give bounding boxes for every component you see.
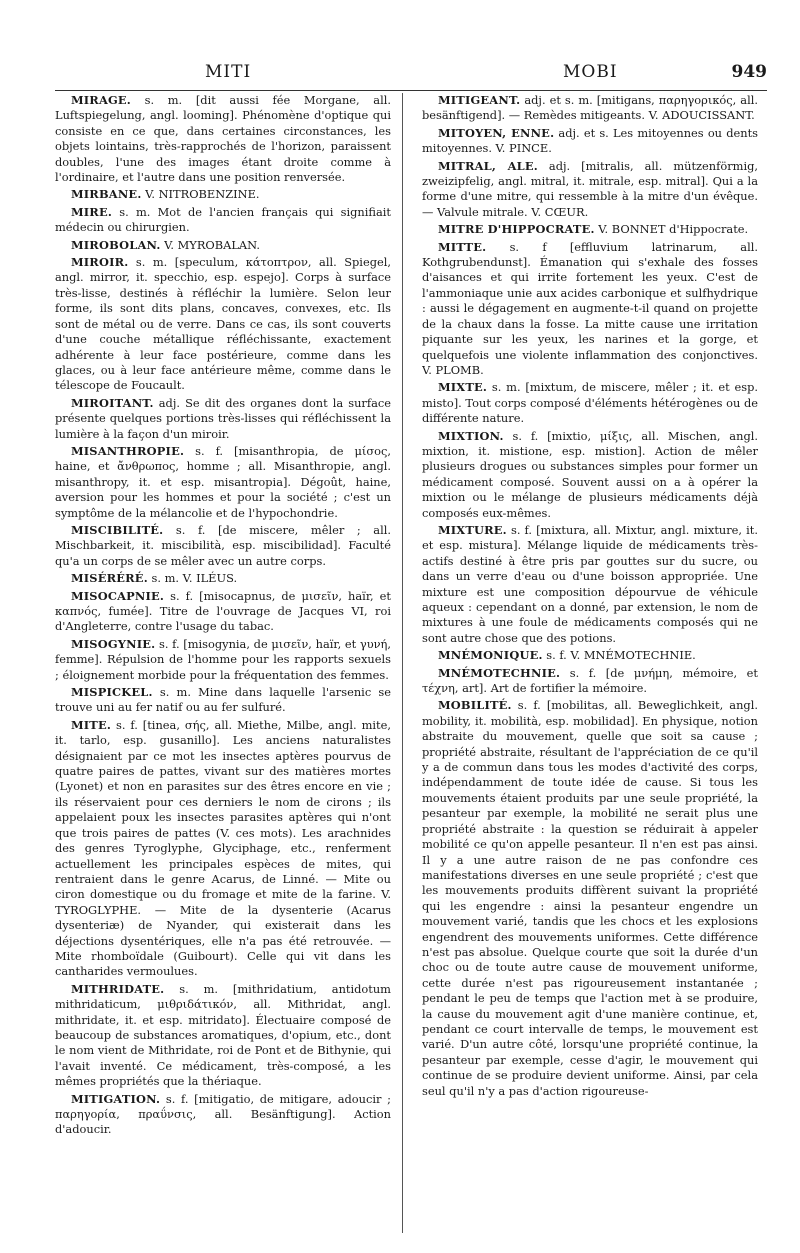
dictionary-entry xyxy=(422,698,758,1099)
entry-headword: MISOCAPNIE. xyxy=(70,588,165,603)
entry-definition: adj. Se dit des organes dont la surface présente quelques portions très-lisses qui réfléchissent la lumière à la façon d'un miroir. xyxy=(55,395,391,441)
column-divider xyxy=(402,93,403,1233)
dictionary-entry xyxy=(55,444,391,521)
entry-headword: MIRE. xyxy=(70,204,113,219)
dictionary-entry xyxy=(55,205,391,236)
entry-headword: MIXTURE. xyxy=(437,522,507,537)
dictionary-entry xyxy=(55,1092,391,1138)
entry-headword: MISOGYNIE. xyxy=(70,636,156,651)
entry-definition: s. m. V. ILÉUS. xyxy=(147,571,238,586)
entry-definition: s. f. [de μνήμη, mémoire, et τέχνη, art]. Art de fortifier la mémoire. xyxy=(422,665,758,696)
entry-headword: MITE. xyxy=(70,717,112,732)
running-head-right: MOBI xyxy=(563,62,618,82)
entry-definition: s. m. [mixtum, de miscere, mêler ; it. et esp. misto]. Tout corps composé d'éléments hétérogènes ou de différente nature. xyxy=(422,380,758,426)
dictionary-entry xyxy=(422,648,758,663)
entry-definition: V. MYROBALAN. xyxy=(160,237,260,252)
dictionary-entry xyxy=(55,718,391,980)
entry-definition: s. m. Mine dans laquelle l'arsenic se trouve uni au fer natif ou au fer sulfuré. xyxy=(55,685,391,715)
dictionary-entry xyxy=(55,396,391,442)
entry-headword: MISPICKEL. xyxy=(70,685,153,700)
entry-definition: s. f. [mixtura, all. Mixtur, angl. mixture, it. et esp. mistura]. Mélange liquide de médicaments très-actifs destiné à être pris par gouttes sur du sucre, ou dans un verre d'eau ou d'une boisson appropriée. Une mixture est une composition dépourvue de véhicule aqueux : cependant on a donné, par extension, le nom de mixtures à une foule de médicaments composés qui ne sont autre chose que des potions. xyxy=(422,522,758,645)
entry-definition: s. f. [mixtio, μίξις, all. Mischen, angl. mixtion, it. mistione, esp. mistion]. Action de mêler plusieurs drogues ou substances simples pour former un médicament composé. Souvent aussi on a à opérer la mixtion ou le mélange de plusieurs médicaments déjà composés eux-mêmes. xyxy=(422,428,758,520)
entry-headword: MISÉRÉRÉ. xyxy=(70,571,148,586)
page-header xyxy=(55,62,767,86)
dictionary-entry xyxy=(422,666,758,697)
entry-headword: MNÉMONIQUE. xyxy=(437,648,543,663)
right-column xyxy=(422,93,758,1238)
entry-headword: MIXTION. xyxy=(437,428,504,443)
entry-headword: MIRBANE. xyxy=(70,187,142,202)
entry-headword: MITIGEANT. xyxy=(437,93,521,107)
dictionary-entry xyxy=(55,187,391,202)
header-rule xyxy=(55,90,767,91)
entry-headword: MITOYEN, ENNE. xyxy=(437,125,555,140)
entry-definition: s. m. [mithridatium, antidotum mithridaticum, μιθριδάτικόν, all. Mithridat, angl. mithridate, it. et esp. mitridato]. Électuaire composé de beaucoup de substances aromatiques, d'opium, etc., dont le nom vient de Mithridate, roi de Pont et de Bithynie, qui l'avait inventé. Ce médicament, très-composé, a les mêmes propriétés que la thériaque. xyxy=(55,981,391,1089)
entry-definition: s. f. V. MNÉMOTECHNIE. xyxy=(542,648,696,663)
dictionary-entry xyxy=(55,982,391,1090)
dictionary-entry xyxy=(55,93,391,185)
entry-definition: s. f. [misogynia, de μισεῖν, haïr, et γυνή, femme]. Répulsion de l'homme pour les rapports sexuels ; éloignement morbide pour la fréquentation des femmes. xyxy=(55,636,391,682)
entry-headword: MITIGATION. xyxy=(70,1091,161,1106)
entry-definition: adj. [mitralis, all. mützenförmig, zweizipfelig, angl. mitral, it. mitrale, esp. mitral]. Qui a la forme d'une mitre, qui ressemble à la mitre d'un évêque. — Valvule mitrale. V. CŒUR. xyxy=(422,158,758,219)
entry-definition: adj. et s. m. [mitigans, παρηγορικός, all. besänftigend]. — Remèdes mitigeants. V. ADOUCISSANT. xyxy=(422,93,758,123)
dictionary-entry xyxy=(55,637,391,683)
dictionary-entry xyxy=(55,589,391,635)
entry-definition: s. f [effluvium latrinarum, all. Kothgrubendunst]. Émanation qui s'exhale des fosses d'aisances et qui irrite fortement les yeux. C'est de l'ammoniaque unie aux acides carbonique et sulfhydrique : aussi le dégagement en augmente-t-il quand on projette de la chaux dans la fosse. La mitte cause une irritation piquante sur les yeux, les narines et la gorge, et quelquefois une violente inflammation des conjonctives. V. PLOMB. xyxy=(422,239,758,377)
entry-headword: MIXTE. xyxy=(437,380,488,395)
entry-headword: MIROIR. xyxy=(70,255,129,270)
running-head-left: MITI xyxy=(205,62,252,82)
dictionary-entry xyxy=(422,380,758,426)
entry-definition: s. f. [misocapnus, de μισεῖν, haïr, et καπνός, fumée]. Titre de l'ouvrage de Jacques VI, roi d'Angleterre, contre l'usage du tabac. xyxy=(55,588,391,634)
dictionary-entry xyxy=(55,255,391,394)
dictionary-entry xyxy=(422,240,758,379)
entry-definition: s. m. [speculum, κάτοπτρον, all. Spiegel, angl. mirror, it. specchio, esp. espejo]. Corps à surface très-lisse, destinés à réfléchir la lumière. Selon leur forme, ils sont dits plans, concaves, convexes, etc. Ils sont de métal ou de verre. Dans ce cas, ils sont couverts d'une couche métallique réfléchissante, exactement adhérente à leur face postérieure, comme dans les glaces, ou à leur face antérieure même, comme dans le télescope de Foucault. xyxy=(55,255,391,393)
entry-definition: s. m. [dit aussi fée Morgane, all. Luftspiegelung, angl. looming]. Phénomène d'optique qui consiste en ce que, dans certaines circonstances, les objets lointains, très-rapprochés de l'horizon, paraissent doubles, l'une des images étant droite comme à l'ordinaire, et l'autre dans une position renversée. xyxy=(55,93,391,185)
entry-headword: MOBILITÉ. xyxy=(437,698,512,713)
entry-headword: MITRE D'HIPPOCRATE. xyxy=(437,222,595,237)
dictionary-entry xyxy=(422,126,758,157)
entry-headword: MIRAGE. xyxy=(70,93,131,107)
left-column xyxy=(55,93,391,1238)
entry-definition: s. f. [de miscere, mêler ; all. Mischbarkeit, it. miscibilità, esp. miscibilidad]. Faculté qu'a un corps de se mêler avec un autre corps. xyxy=(55,522,391,568)
entry-headword: MIROBOLAN. xyxy=(70,237,161,252)
dictionary-entry xyxy=(422,159,758,221)
page-number: 949 xyxy=(731,62,767,82)
entry-definition: s. f. [misanthropia, de μίσος, haine, et ἄνθρωπος, homme ; all. Misanthropie, angl. misanthropy, it. et esp. misantropia]. Dégoût, haine, aversion pour les hommes et pour la société ; c'est un symptôme de la mélancolie et de l'hypochondrie. xyxy=(55,443,391,520)
entry-headword: MITTE. xyxy=(437,239,487,254)
entry-headword: MNÉMOTECHNIE. xyxy=(437,665,561,680)
dictionary-entry xyxy=(422,93,758,124)
entry-headword: MITRAL, ALE. xyxy=(437,158,538,173)
entry-definition: adj. et s. Les mitoyennes ou dents mitoyennes. V. PINCE. xyxy=(422,125,758,156)
dictionary-entry xyxy=(55,571,391,586)
dictionary-entry xyxy=(55,238,391,253)
dictionary-entry xyxy=(422,429,758,521)
entry-headword: MISCIBILITÉ. xyxy=(70,522,164,537)
dictionary-entry xyxy=(422,222,758,237)
dictionary-entry xyxy=(55,523,391,569)
entry-headword: MIROITANT. xyxy=(70,395,154,410)
entry-definition: s. m. Mot de l'ancien français qui signifiait médecin ou chirurgien. xyxy=(55,204,391,235)
entry-definition: s. f. [mitigatio, de mitigare, adoucir ; παρηγορία, πραΰνσις, all. Besänftigung]. Action d'adoucir. xyxy=(55,1091,391,1137)
entry-definition: s. f. [mobilitas, all. Beweglichkeit, angl. mobility, it. mobilità, esp. mobilidad]. En physique, notion abstraite du mouvement, quelle que soit sa cause ; propriété abstraite, résultant de l'appréciation de ce qu'il y a de commun dans tous les modes d'activité des corps, indépendamment de toute idée de cause. Si tous les mouvements étaient produits par une seule propriété, la pesanteur par exemple, la mobilité ne serait plus une propriété abstraite : la question se réduirait à appeler mobilité ce qu'on appelle pesanteur. Il n'en est pas ainsi. Il y a une autre raison de ne pas confondre ces manifestations diverses en une seule propriété ; c'est que les mouvements produits diffèrent suivant la propriété qui les engendre : ainsi la pesanteur engendre un mouvement varié, tandis que les chocs et les explosions engendrent des mouvements uniformes. Cette différence n'est pas absolue. Quelque courte que soit la durée d'un choc ou de toute autre cause de mouvement uniforme, cette durée n'est pas rigoureusement instantanée ; pendant le peu de temps que l'action met à se produire, la cause du mouvement agit d'une manière continue, et, pendant ce court intervalle de temps, le mouvement est varié. D'un autre côté, lorsqu'une propriété continue, la pesanteur par exemple, cesse d'agir, le mouvement qui continue de se produire devient uniforme. Ainsi, par cela seul qu'il n'y a pas d'action rigoureuse- xyxy=(422,698,758,1098)
entry-definition: V. BONNET d'Hippocrate. xyxy=(594,222,749,237)
entry-definition: s. f. [tinea, σής, all. Miethe, Milbe, angl. mite, it. tarlo, esp. gusanillo]. Les anciens naturalistes désignaient par ce mot les insectes aptères pourvus de quatre paires de pattes, vivant sur des matières mortes (Lyonet) et non en parasites sur des êtres encore en vie ; ils réservaient pour ces derniers le nom de cirons ; ils appelaient poux les insectes parasites aptères qui n'ont que trois paires de pattes (V. ces mots). Les arachnides des genres Tyroglyphe, Glyciphage, etc., renferment actuellement les principales espèces de mites, qui rentraient dans le genre Acarus, de Linné. — Mite ou ciron domestique ou du fromage et mite de la farine. V. TYROGLYPHE. — Mite de la dysenterie (Acarus dysenteriæ) de Nyander, qui existerait dans les déjections dysentériques, elle n'a pas été retrouvée. — Mite rhomboïdale (Guibourt). Celle qui vit dans les cantharides vermoulues. xyxy=(55,717,391,979)
dictionary-entry xyxy=(422,523,758,646)
dictionary-entry xyxy=(55,685,391,716)
entry-headword: MITHRIDATE. xyxy=(70,981,165,996)
entry-definition: V. NITROBENZINE. xyxy=(141,187,260,202)
entry-headword: MISANTHROPIE. xyxy=(70,443,185,458)
